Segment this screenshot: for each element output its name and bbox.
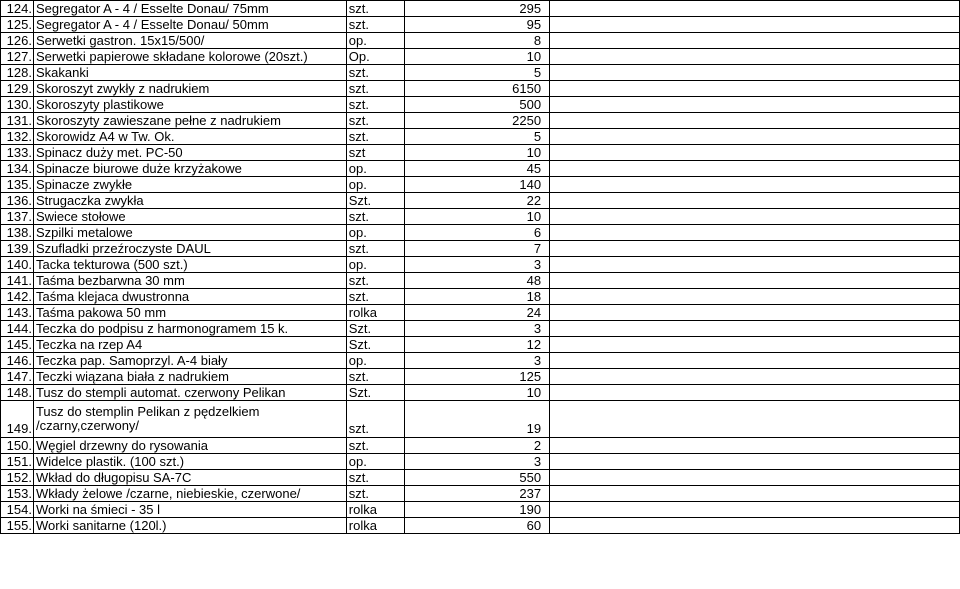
unit-cell: rolka [346,518,404,534]
unit-cell: szt. [346,65,404,81]
table-row [1,145,960,161]
empty-cell [550,385,960,401]
item-name-cell: Spinacze biurowe duże krzyżakowe [33,161,346,177]
unit-cell: Szt. [346,337,404,353]
row-number-cell: 149. [1,401,34,438]
empty-cell [550,257,960,273]
quantity-cell: 6 [404,225,549,241]
quantity-cell: 5 [404,65,549,81]
quantity-cell: 295 [404,1,549,17]
empty-cell [550,81,960,97]
quantity-cell: 2250 [404,113,549,129]
unit-cell: op. [346,225,404,241]
empty-cell [550,209,960,225]
quantity-cell: 140 [404,177,549,193]
unit-cell: szt. [346,470,404,486]
item-name-cell: Worki na śmieci - 35 l [33,502,346,518]
unit-cell: op. [346,33,404,49]
item-name-cell: Spinacz duży met. PC-50 [33,145,346,161]
item-name-cell: Taśma bezbarwna 30 mm [33,273,346,289]
unit-cell: op. [346,353,404,369]
empty-cell [550,289,960,305]
empty-cell [550,113,960,129]
item-name-cell: Teczka do podpisu z harmonogramem 15 k. [33,321,346,337]
row-number-cell: 126. [1,33,34,49]
table-row [1,129,960,145]
row-number-cell: 137. [1,209,34,225]
row-number-cell: 135. [1,177,34,193]
quantity-cell: 10 [404,385,549,401]
item-name-cell: Skorowidz A4 w Tw. Ok. [33,129,346,145]
quantity-cell: 45 [404,161,549,177]
item-name-cell: Tusz do stemplin Pelikan z pędzelkiem /czarny,czerwony/ [33,401,346,438]
row-number-cell: 127. [1,49,34,65]
item-name-cell: Widelce plastik. (100 szt.) [33,454,346,470]
unit-cell: szt. [346,369,404,385]
table-row [1,486,960,502]
table-row [1,353,960,369]
row-number-cell: 133. [1,145,34,161]
quantity-cell: 95 [404,17,549,33]
quantity-cell: 24 [404,305,549,321]
item-name-cell: Teczki wiązana biała z nadrukiem [33,369,346,385]
table-row [1,177,960,193]
table-row [1,257,960,273]
unit-cell: szt. [346,289,404,305]
item-name-cell: Segregator A - 4 / Esselte Donau/ 50mm [33,17,346,33]
empty-cell [550,225,960,241]
item-name-cell: Skoroszyty plastikowe [33,97,346,113]
item-name-cell: Segregator A - 4 / Esselte Donau/ 75mm [33,1,346,17]
row-number-cell: 155. [1,518,34,534]
item-name-cell: Tacka tekturowa (500 szt.) [33,257,346,273]
empty-cell [550,454,960,470]
table-body [1,1,960,534]
row-number-cell: 148. [1,385,34,401]
unit-cell: szt [346,145,404,161]
item-name-cell: Skakanki [33,65,346,81]
row-number-cell: 125. [1,17,34,33]
quantity-cell: 3 [404,454,549,470]
item-name-cell: Szufladki przeźroczyste DAUL [33,241,346,257]
row-number-cell: 139. [1,241,34,257]
empty-cell [550,486,960,502]
quantity-cell: 60 [404,518,549,534]
unit-cell: Szt. [346,193,404,209]
unit-cell: Szt. [346,385,404,401]
table-row [1,49,960,65]
item-name-cell: Strugaczka zwykła [33,193,346,209]
row-number-cell: 130. [1,97,34,113]
table-row [1,209,960,225]
table-row [1,438,960,454]
row-number-cell: 151. [1,454,34,470]
empty-cell [550,502,960,518]
row-number-cell: 134. [1,161,34,177]
quantity-cell: 22 [404,193,549,209]
row-number-cell: 144. [1,321,34,337]
quantity-cell: 3 [404,353,549,369]
unit-cell: op. [346,257,404,273]
unit-cell: szt. [346,438,404,454]
item-name-cell: Węgiel drzewny do rysowania [33,438,346,454]
table-row [1,65,960,81]
row-number-cell: 153. [1,486,34,502]
table-row [1,502,960,518]
item-name-cell: Spinacze zwykłe [33,177,346,193]
empty-cell [550,193,960,209]
unit-cell: szt. [346,273,404,289]
unit-cell: op. [346,177,404,193]
table-row [1,321,960,337]
quantity-cell: 12 [404,337,549,353]
unit-cell: szt. [346,97,404,113]
quantity-cell: 550 [404,470,549,486]
quantity-cell: 7 [404,241,549,257]
unit-cell: Szt. [346,321,404,337]
table-row [1,1,960,17]
empty-cell [550,321,960,337]
empty-cell [550,438,960,454]
item-name-cell: Teczka pap. Samoprzyl. A-4 biały [33,353,346,369]
table-row [1,273,960,289]
unit-cell: szt. [346,1,404,17]
quantity-cell: 237 [404,486,549,502]
table-row [1,33,960,49]
empty-cell [550,145,960,161]
unit-cell: szt. [346,486,404,502]
row-number-cell: 128. [1,65,34,81]
row-number-cell: 147. [1,369,34,385]
table-row [1,81,960,97]
row-number-cell: 131. [1,113,34,129]
empty-cell [550,273,960,289]
empty-cell [550,305,960,321]
empty-cell [550,97,960,113]
unit-cell: szt. [346,401,404,438]
unit-cell: op. [346,161,404,177]
table-row [1,225,960,241]
quantity-cell: 3 [404,257,549,273]
table-row [1,369,960,385]
quantity-cell: 2 [404,438,549,454]
empty-cell [550,49,960,65]
row-number-cell: 150. [1,438,34,454]
quantity-cell: 10 [404,209,549,225]
unit-cell: szt. [346,209,404,225]
item-name-cell: Taśma pakowa 50 mm [33,305,346,321]
quantity-cell: 19 [404,401,549,438]
table-row [1,289,960,305]
item-name-cell: Serwetki papierowe składane kolorowe (20szt.) [33,49,346,65]
unit-cell: szt. [346,129,404,145]
empty-cell [550,470,960,486]
row-number-cell: 142. [1,289,34,305]
row-number-cell: 140. [1,257,34,273]
quantity-cell: 5 [404,129,549,145]
unit-cell: op. [346,454,404,470]
empty-cell [550,401,960,438]
table-row [1,241,960,257]
table-row [1,193,960,209]
table-row [1,337,960,353]
quantity-cell: 6150 [404,81,549,97]
quantity-cell: 18 [404,289,549,305]
unit-cell: szt. [346,241,404,257]
table-row [1,454,960,470]
quantity-cell: 125 [404,369,549,385]
empty-cell [550,177,960,193]
row-number-cell: 152. [1,470,34,486]
empty-cell [550,369,960,385]
row-number-cell: 143. [1,305,34,321]
item-name-cell: Skoroszyty zawieszane pełne z nadrukiem [33,113,346,129]
row-number-cell: 124. [1,1,34,17]
quantity-cell: 190 [404,502,549,518]
row-number-cell: 132. [1,129,34,145]
table-row [1,470,960,486]
item-name-cell: Swiece stołowe [33,209,346,225]
unit-cell: rolka [346,305,404,321]
quantity-cell: 10 [404,145,549,161]
item-name-cell: Taśma klejaca dwustronna [33,289,346,305]
empty-cell [550,65,960,81]
item-name-cell: Teczka na rzep A4 [33,337,346,353]
quantity-cell: 10 [404,49,549,65]
empty-cell [550,353,960,369]
row-number-cell: 129. [1,81,34,97]
item-name-cell: Worki sanitarne (120l.) [33,518,346,534]
table-row [1,161,960,177]
empty-cell [550,518,960,534]
unit-cell: rolka [346,502,404,518]
item-name-cell: Szpilki metalowe [33,225,346,241]
unit-cell: Op. [346,49,404,65]
quantity-cell: 500 [404,97,549,113]
quantity-cell: 8 [404,33,549,49]
empty-cell [550,1,960,17]
item-name-cell: Skoroszyt zwykły z nadrukiem [33,81,346,97]
unit-cell: szt. [346,17,404,33]
row-number-cell: 154. [1,502,34,518]
empty-cell [550,129,960,145]
table-row [1,17,960,33]
table-row [1,518,960,534]
row-number-cell: 146. [1,353,34,369]
quantity-cell: 48 [404,273,549,289]
empty-cell [550,241,960,257]
table-row [1,97,960,113]
row-number-cell: 136. [1,193,34,209]
item-name-cell: Serwetki gastron. 15x15/500/ [33,33,346,49]
item-name-cell: Wkład do długopisu SA-7C [33,470,346,486]
row-number-cell: 141. [1,273,34,289]
row-number-cell: 138. [1,225,34,241]
item-name-cell: Wkłady żelowe /czarne, niebieskie, czerwone/ [33,486,346,502]
table-row [1,385,960,401]
table-row [1,305,960,321]
unit-cell: szt. [346,81,404,97]
quantity-cell: 3 [404,321,549,337]
row-number-cell: 145. [1,337,34,353]
table-row [1,401,960,438]
table-row [1,113,960,129]
empty-cell [550,337,960,353]
item-name-cell: Tusz do stempli automat. czerwony Pelikan [33,385,346,401]
empty-cell [550,161,960,177]
empty-cell [550,33,960,49]
empty-cell [550,17,960,33]
unit-cell: szt. [346,113,404,129]
